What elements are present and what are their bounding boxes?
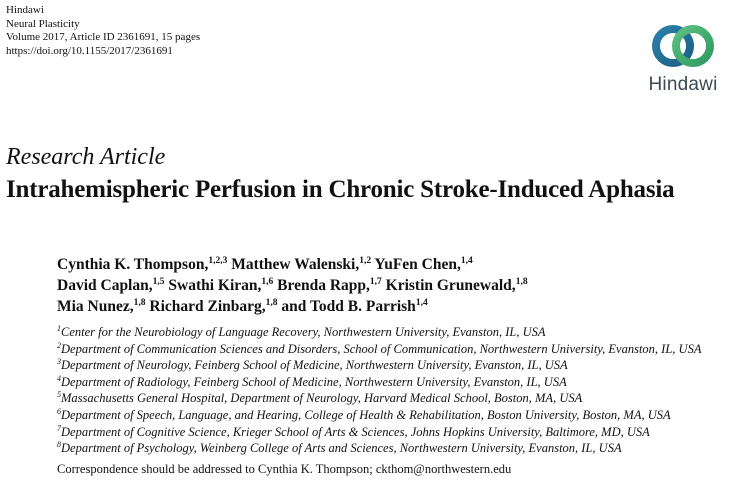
affiliation-number: 4 bbox=[57, 373, 61, 383]
affiliation-item bbox=[57, 374, 701, 391]
affiliation-text: Department of Communication Sciences and Disorders, School of Communication, Northwestern University, Evanston, IL, USA bbox=[61, 341, 702, 356]
author-list bbox=[57, 254, 528, 317]
affiliation-text: Department of Cognitive Science, Krieger School of Arts & Sciences, Johns Hopkins University, Baltimore, MD, USA bbox=[61, 424, 650, 439]
author-affiliation-marker: 1,5 bbox=[152, 277, 165, 287]
affiliation-item bbox=[57, 424, 701, 441]
affiliation-text: Department of Psychology, Weinberg College of Arts and Sciences, Northwestern University, Evanston, IL, USA bbox=[61, 441, 622, 456]
author-name: Brenda Rapp, bbox=[277, 277, 370, 294]
affiliation-number: 2 bbox=[57, 340, 61, 350]
publisher-name: Hindawi bbox=[6, 4, 44, 16]
affiliation-text: Department of Speech, Language, and Hearing, College of Health & Rehabilitation, Boston University, Boston, MA, USA bbox=[61, 407, 671, 422]
author-name: Richard Zinbarg, bbox=[149, 298, 266, 315]
author-name: Kristin Grunewald, bbox=[385, 277, 516, 294]
affiliation-text: Department of Neurology, Feinberg School of Medicine, Northwestern University, Evanston, IL, USA bbox=[61, 358, 568, 373]
author-affiliation-marker: 1,7 bbox=[369, 277, 382, 287]
affiliation-item bbox=[57, 390, 701, 407]
doi-link[interactable]: https://doi.org/10.1155/2017/2361691 bbox=[6, 44, 173, 57]
logo-text: Hindawi bbox=[648, 74, 718, 95]
journal-meta bbox=[6, 4, 200, 58]
article-type: Research Article bbox=[6, 144, 166, 170]
author-name: YuFen Chen, bbox=[374, 256, 461, 273]
affiliation-text: Center for the Neurobiology of Language Recovery, Northwestern University, Evanston, IL, USA bbox=[61, 325, 546, 339]
volume-line: Volume 2017, Article ID 2361691, 15 pages bbox=[6, 31, 201, 43]
affiliation-number: 5 bbox=[57, 390, 61, 400]
author-affiliation-marker: 1,2,3 bbox=[208, 256, 228, 266]
author-affiliation-marker: 1,2 bbox=[359, 256, 372, 266]
author-affiliation-marker: 1,8 bbox=[133, 298, 146, 308]
author-name: Mia Nunez, bbox=[57, 298, 134, 315]
affiliation-number: 6 bbox=[57, 406, 61, 416]
article-title: Intrahemispheric Perfusion in Chronic Stroke-Induced Aphasia bbox=[6, 176, 675, 203]
author-name: David Caplan, bbox=[57, 277, 153, 294]
author-name: and Todd B. Parrish bbox=[281, 298, 416, 315]
affiliation-item bbox=[57, 407, 701, 424]
hindawi-logo bbox=[640, 20, 726, 96]
author-name: Swathi Kiran, bbox=[168, 277, 262, 294]
affiliation-text: Department of Radiology, Feinberg School of Medicine, Northwestern University, Evanston, IL, USA bbox=[61, 374, 567, 389]
author-affiliation-marker: 1,8 bbox=[265, 298, 278, 308]
author-name: Matthew Walenski, bbox=[231, 256, 360, 273]
affiliation-item bbox=[57, 440, 701, 457]
affiliation-item bbox=[57, 341, 701, 358]
author-name: Cynthia K. Thompson, bbox=[57, 256, 209, 273]
author-affiliation-marker: 1,6 bbox=[261, 277, 274, 287]
author-affiliation-marker: 1,4 bbox=[460, 256, 473, 266]
affiliation-item bbox=[57, 324, 701, 341]
affiliation-number: 8 bbox=[57, 440, 61, 450]
author-line bbox=[57, 296, 528, 317]
journal-name: Neural Plasticity bbox=[6, 17, 80, 30]
affiliation-number: 1 bbox=[57, 324, 61, 333]
affiliation-text: Massachusetts General Hospital, Department of Neurology, Harvard Medical School, Boston, MA, USA bbox=[61, 391, 583, 406]
affiliation-number: 3 bbox=[57, 357, 61, 367]
affiliation-item bbox=[57, 357, 701, 374]
hindawi-rings-icon bbox=[648, 20, 718, 72]
author-line bbox=[57, 275, 528, 296]
author-affiliation-marker: 1,8 bbox=[515, 277, 528, 287]
author-affiliation-marker: 1,4 bbox=[415, 298, 428, 308]
affiliation-number: 7 bbox=[57, 423, 61, 433]
author-line bbox=[57, 254, 528, 275]
correspondence-note: Correspondence should be addressed to Cynthia K. Thompson; ckthom@northwestern.edu bbox=[57, 462, 512, 476]
affiliation-list bbox=[57, 324, 701, 457]
